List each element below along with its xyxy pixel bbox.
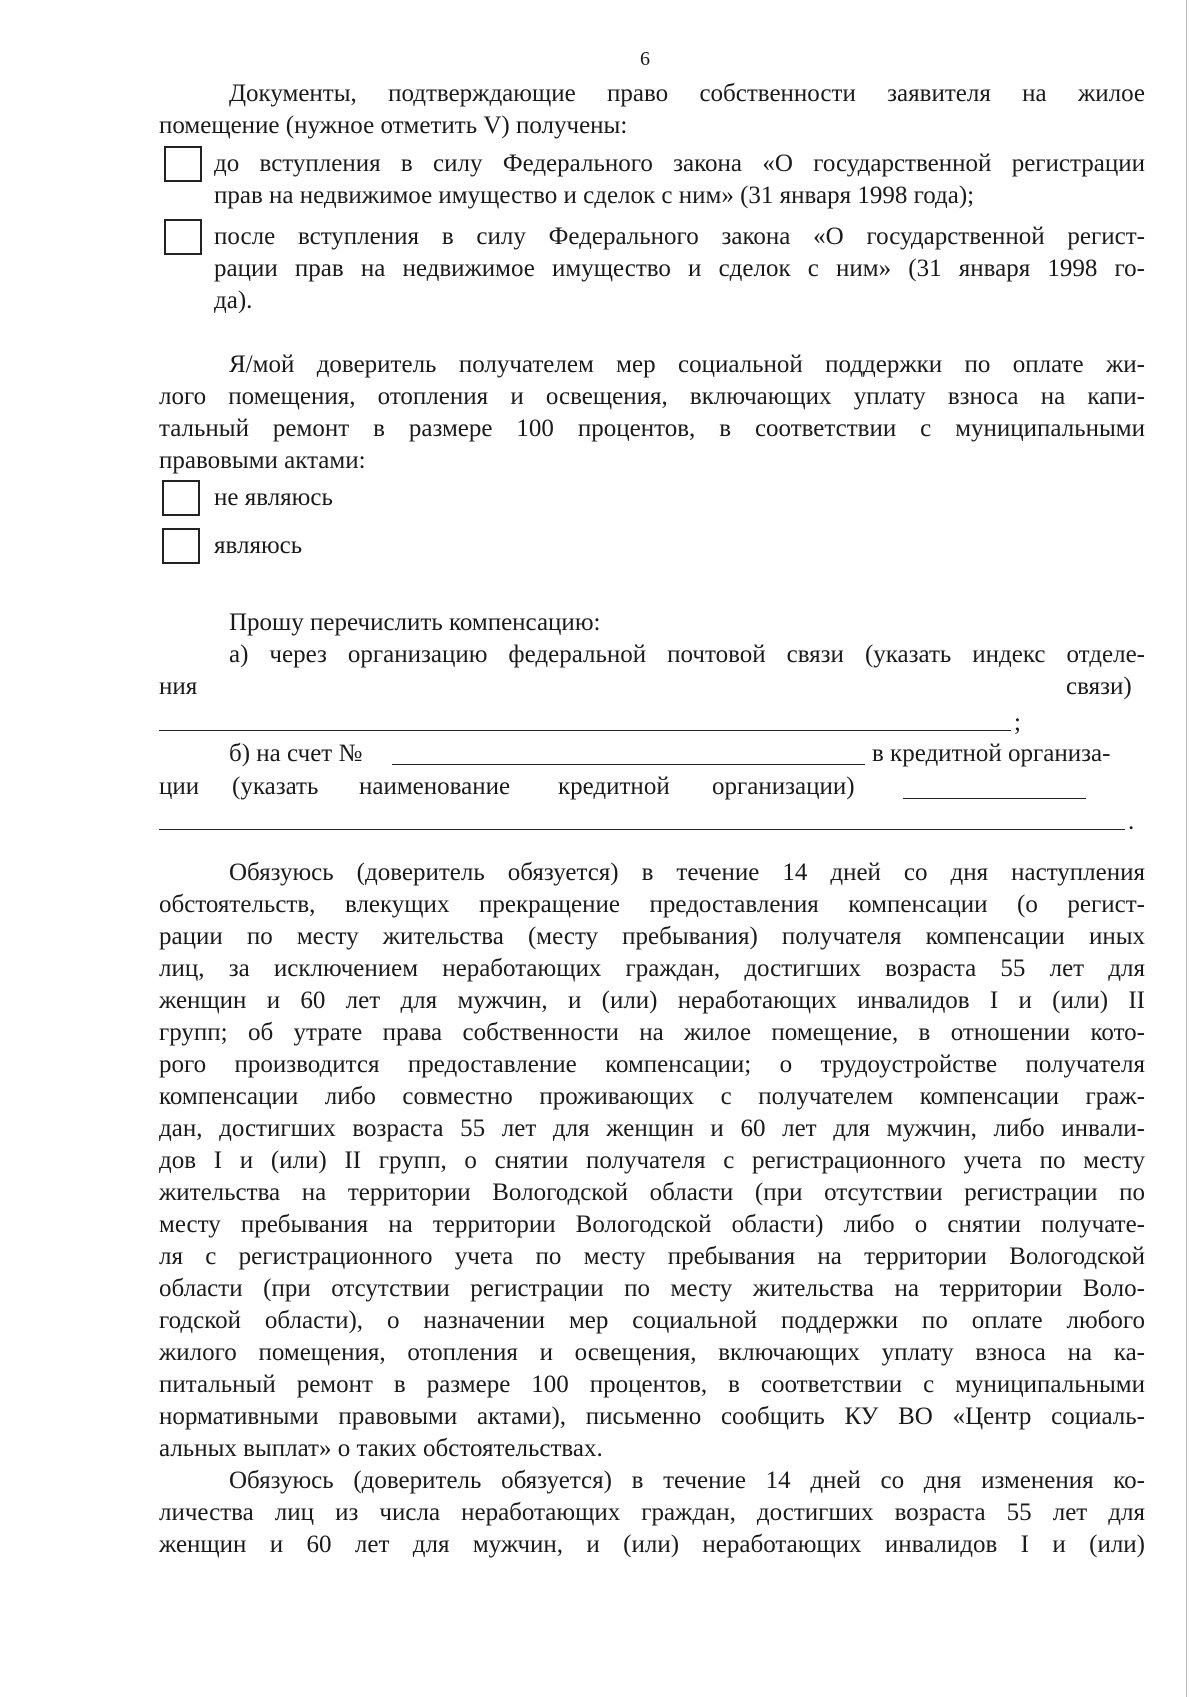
obligation1-line: годской области), о назначении мер социальной поддержки по оплате любого [159, 1307, 1145, 1334]
support-intro-line: тальный ремонт в размере 100 процентов, в соответствии с муниципальными [159, 415, 1145, 442]
compensation-option-a-cont-left: ния [159, 673, 198, 700]
compensation-option-b-label: б) на счет № [229, 740, 363, 767]
checkbox-not-recipient[interactable] [162, 480, 200, 516]
option-after-law-line: рации прав на недвижимое имущество и сделок с ним» (31 января 1998 го- [214, 255, 1145, 282]
compensation-intro: Прошу перечислить компенсацию: [229, 609, 601, 636]
obligation1-line: альных выплат» о таких обстоятельствах. [159, 1435, 603, 1462]
support-intro-line: правовыми актами: [159, 447, 366, 474]
ownership-intro-line: помещение (нужное отметить V) получены: [159, 112, 628, 139]
option-before-law-line: до вступления в силу Федерального закона «О государственной регистрации [214, 150, 1145, 177]
obligation1-line: обстоятельств, влекущих прекращение предоставления компенсации (о регист- [159, 891, 1145, 918]
obligation1-line: Обязуюсь (доверитель обязуется) в течение 14 дней со дня наступления [229, 859, 1145, 886]
compensation-option-b-cont: организации) [712, 773, 855, 800]
obligation1-line: женщин и 60 лет для мужчин, и (или) неработающих инвалидов I и (или) II [159, 987, 1145, 1014]
obligation1-line: ля с регистрационного учета по месту пребывания на территории Вологодской [159, 1243, 1145, 1270]
credit-org-name-field[interactable] [903, 798, 1086, 799]
obligation1-line: дан, достигших возраста 55 лет для женщин и 60 лет для мужчин, либо инвали- [159, 1115, 1145, 1142]
compensation-option-b-cont: (указать [232, 773, 319, 800]
postal-index-field[interactable] [159, 730, 1011, 731]
scan-edge [1186, 0, 1187, 1697]
option-before-law-line: прав на недвижимое имущество и сделок с ним» (31 января 1998 года); [214, 182, 975, 209]
obligation1-line: жилого помещения, отопления и освещения, включающих уплату взноса на ка- [159, 1339, 1145, 1366]
obligation2-line: Обязуюсь (доверитель обязуется) в течение 14 дней со дня изменения ко- [229, 1467, 1145, 1494]
checkbox-after-law[interactable] [164, 219, 202, 255]
ownership-intro-line: Документы, подтверждающие право собственности заявителя на жилое [229, 80, 1145, 107]
postal-index-end: ; [1014, 709, 1021, 736]
obligation1-line: лиц, за исключением неработающих граждан, достигших возраста 55 лет для [159, 955, 1145, 982]
credit-org-end: . [1128, 808, 1135, 835]
checkbox-before-law[interactable] [164, 146, 202, 182]
checkbox-recipient[interactable] [162, 528, 200, 564]
page-number: 6 [640, 48, 650, 70]
option-after-law-line: после вступления в силу Федерального закона «О государственной регист- [214, 223, 1145, 250]
obligation1-line: области (при отсутствии регистрации по месту жительства на территории Воло- [159, 1275, 1145, 1302]
obligation1-line: жительства на территории Вологодской области (при отсутствии регистрации по [159, 1179, 1145, 1206]
credit-org-name-field-cont[interactable] [159, 829, 1125, 830]
compensation-option-a: а) через организацию федеральной почтовой связи (указать индекс отделе- [229, 641, 1145, 668]
compensation-option-a-cont-right: связи) [1066, 673, 1132, 700]
obligation1-line: компенсации либо совместно проживающих с получателем компенсации граж- [159, 1083, 1145, 1110]
obligation2-line: женщин и 60 лет для мужчин, и (или) неработающих инвалидов I и (или) [159, 1531, 1145, 1558]
support-intro-line: Я/мой доверитель получателем мер социальной поддержки по оплате жи- [229, 351, 1145, 378]
obligation1-line: питальный ремонт в размере 100 процентов, в соответствии с муниципальными [159, 1371, 1145, 1398]
support-intro-line: лого помещения, отопления и освещения, включающих уплату взноса на капи- [159, 383, 1145, 410]
compensation-option-b-after: в кредитной организа- [872, 740, 1111, 767]
obligation1-line: месту пребывания на территории Вологодской области) либо о снятии получате- [159, 1211, 1145, 1238]
option-recipient: являюсь [214, 532, 303, 559]
compensation-option-b-cont: кредитной [558, 773, 670, 800]
option-after-law-line: да). [214, 287, 253, 314]
obligation2-line: личества лиц из числа неработающих граждан, достигших возраста 55 лет для [159, 1499, 1145, 1526]
compensation-option-b-cont: ции [159, 773, 200, 800]
obligation1-line: дов I и (или) II групп, о снятии получателя с регистрационного учета по месту [159, 1147, 1145, 1174]
obligation1-line: групп; об утрате права собственности на жилое помещение, в отношении кото- [159, 1019, 1145, 1046]
obligation1-line: рации по месту жительства (месту пребывания) получателя компенсации иных [159, 923, 1145, 950]
account-number-field[interactable] [392, 764, 865, 765]
option-not-recipient: не являюсь [214, 484, 333, 511]
obligation1-line: рого производится предоставление компенсации; о трудоустройстве получателя [159, 1051, 1145, 1078]
obligation1-line: нормативными правовыми актами), письменно сообщить КУ ВО «Центр социаль- [159, 1403, 1145, 1430]
compensation-option-b-cont: наименование [359, 773, 511, 800]
